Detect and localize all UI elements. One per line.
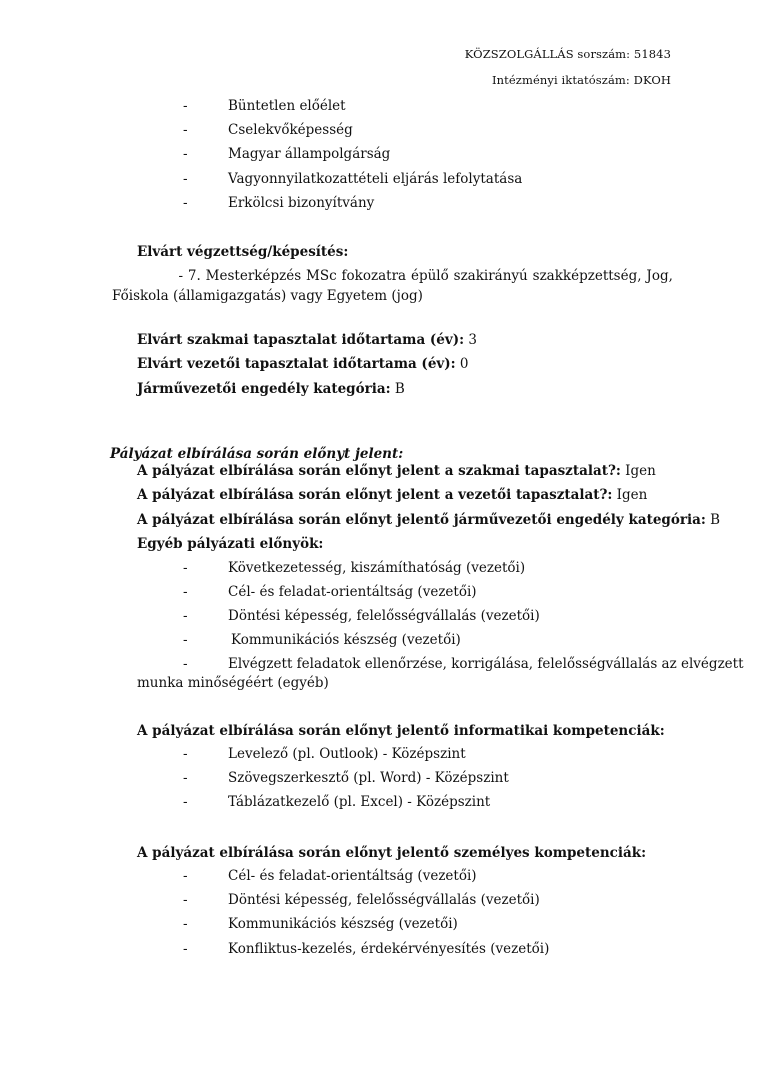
bullet-dash: - [183, 171, 188, 187]
list-item-continuation: munka minőségéért (egyéb) [137, 675, 329, 691]
leadership-experience: Elvárt vezetői tapasztalat időtartama (év): 0 [137, 356, 469, 372]
professional-experience: Elvárt szakmai tapasztalat időtartama (év): 3 [137, 332, 477, 348]
header-registry-number: Intézményi iktatószám: DKOH [492, 73, 671, 87]
bullet-dash: - [183, 560, 188, 576]
education-heading: Elvárt végzettség/képesítés: [137, 244, 349, 260]
bullet-dash: - [183, 868, 188, 884]
education-paragraph [112, 266, 673, 306]
bullet-dash: - [183, 584, 188, 600]
bullet-dash: - [183, 146, 188, 162]
personal-competencies-heading: A pályázat elbírálása során előnyt jelentő személyes kompetenciák: [137, 845, 647, 861]
advantages-heading: Pályázat elbírálása során előnyt jelent: [110, 446, 404, 462]
bullet-dash: - [183, 632, 188, 648]
advantage-license: A pályázat elbírálása során előnyt jelentő járművezetői engedély kategória: B [137, 512, 721, 528]
advantage-leadership: A pályázat elbírálása során előnyt jelent a vezetői tapasztalat?: Igen [137, 487, 648, 503]
bullet-dash: - [183, 608, 188, 624]
bullet-dash: - [178, 268, 183, 284]
bullet-dash: - [183, 770, 188, 786]
it-competencies-heading: A pályázat elbírálása során előnyt jelentő informatikai kompetenciák: [137, 723, 665, 739]
bullet-dash: - [183, 656, 188, 672]
other-advantages-heading: Egyéb pályázati előnyök: [137, 536, 324, 552]
bullet-dash: - [183, 916, 188, 932]
bullet-dash: - [183, 941, 188, 957]
education-line-1: - 7. Mesterképzés MSc fokozatra épülő szakirányú szakképzettség, Jog, [137, 266, 673, 286]
advantage-professional: A pályázat elbírálása során előnyt jelent a szakmai tapasztalat?: Igen [137, 463, 656, 479]
bullet-dash: - [183, 794, 188, 810]
education-line-2: Főiskola (államigazgatás) vagy Egyetem (jog) [112, 288, 423, 304]
bullet-dash: - [183, 195, 188, 211]
driving-license: Járművezetői engedély kategória: B [137, 381, 405, 397]
header-serial-number: KÖZSZOLGÁLLÁS sorszám: 51843 [464, 47, 671, 61]
bullet-dash: - [183, 746, 188, 762]
bullet-dash: - [183, 892, 188, 908]
bullet-dash: - [183, 98, 188, 114]
bullet-dash: - [183, 122, 188, 138]
